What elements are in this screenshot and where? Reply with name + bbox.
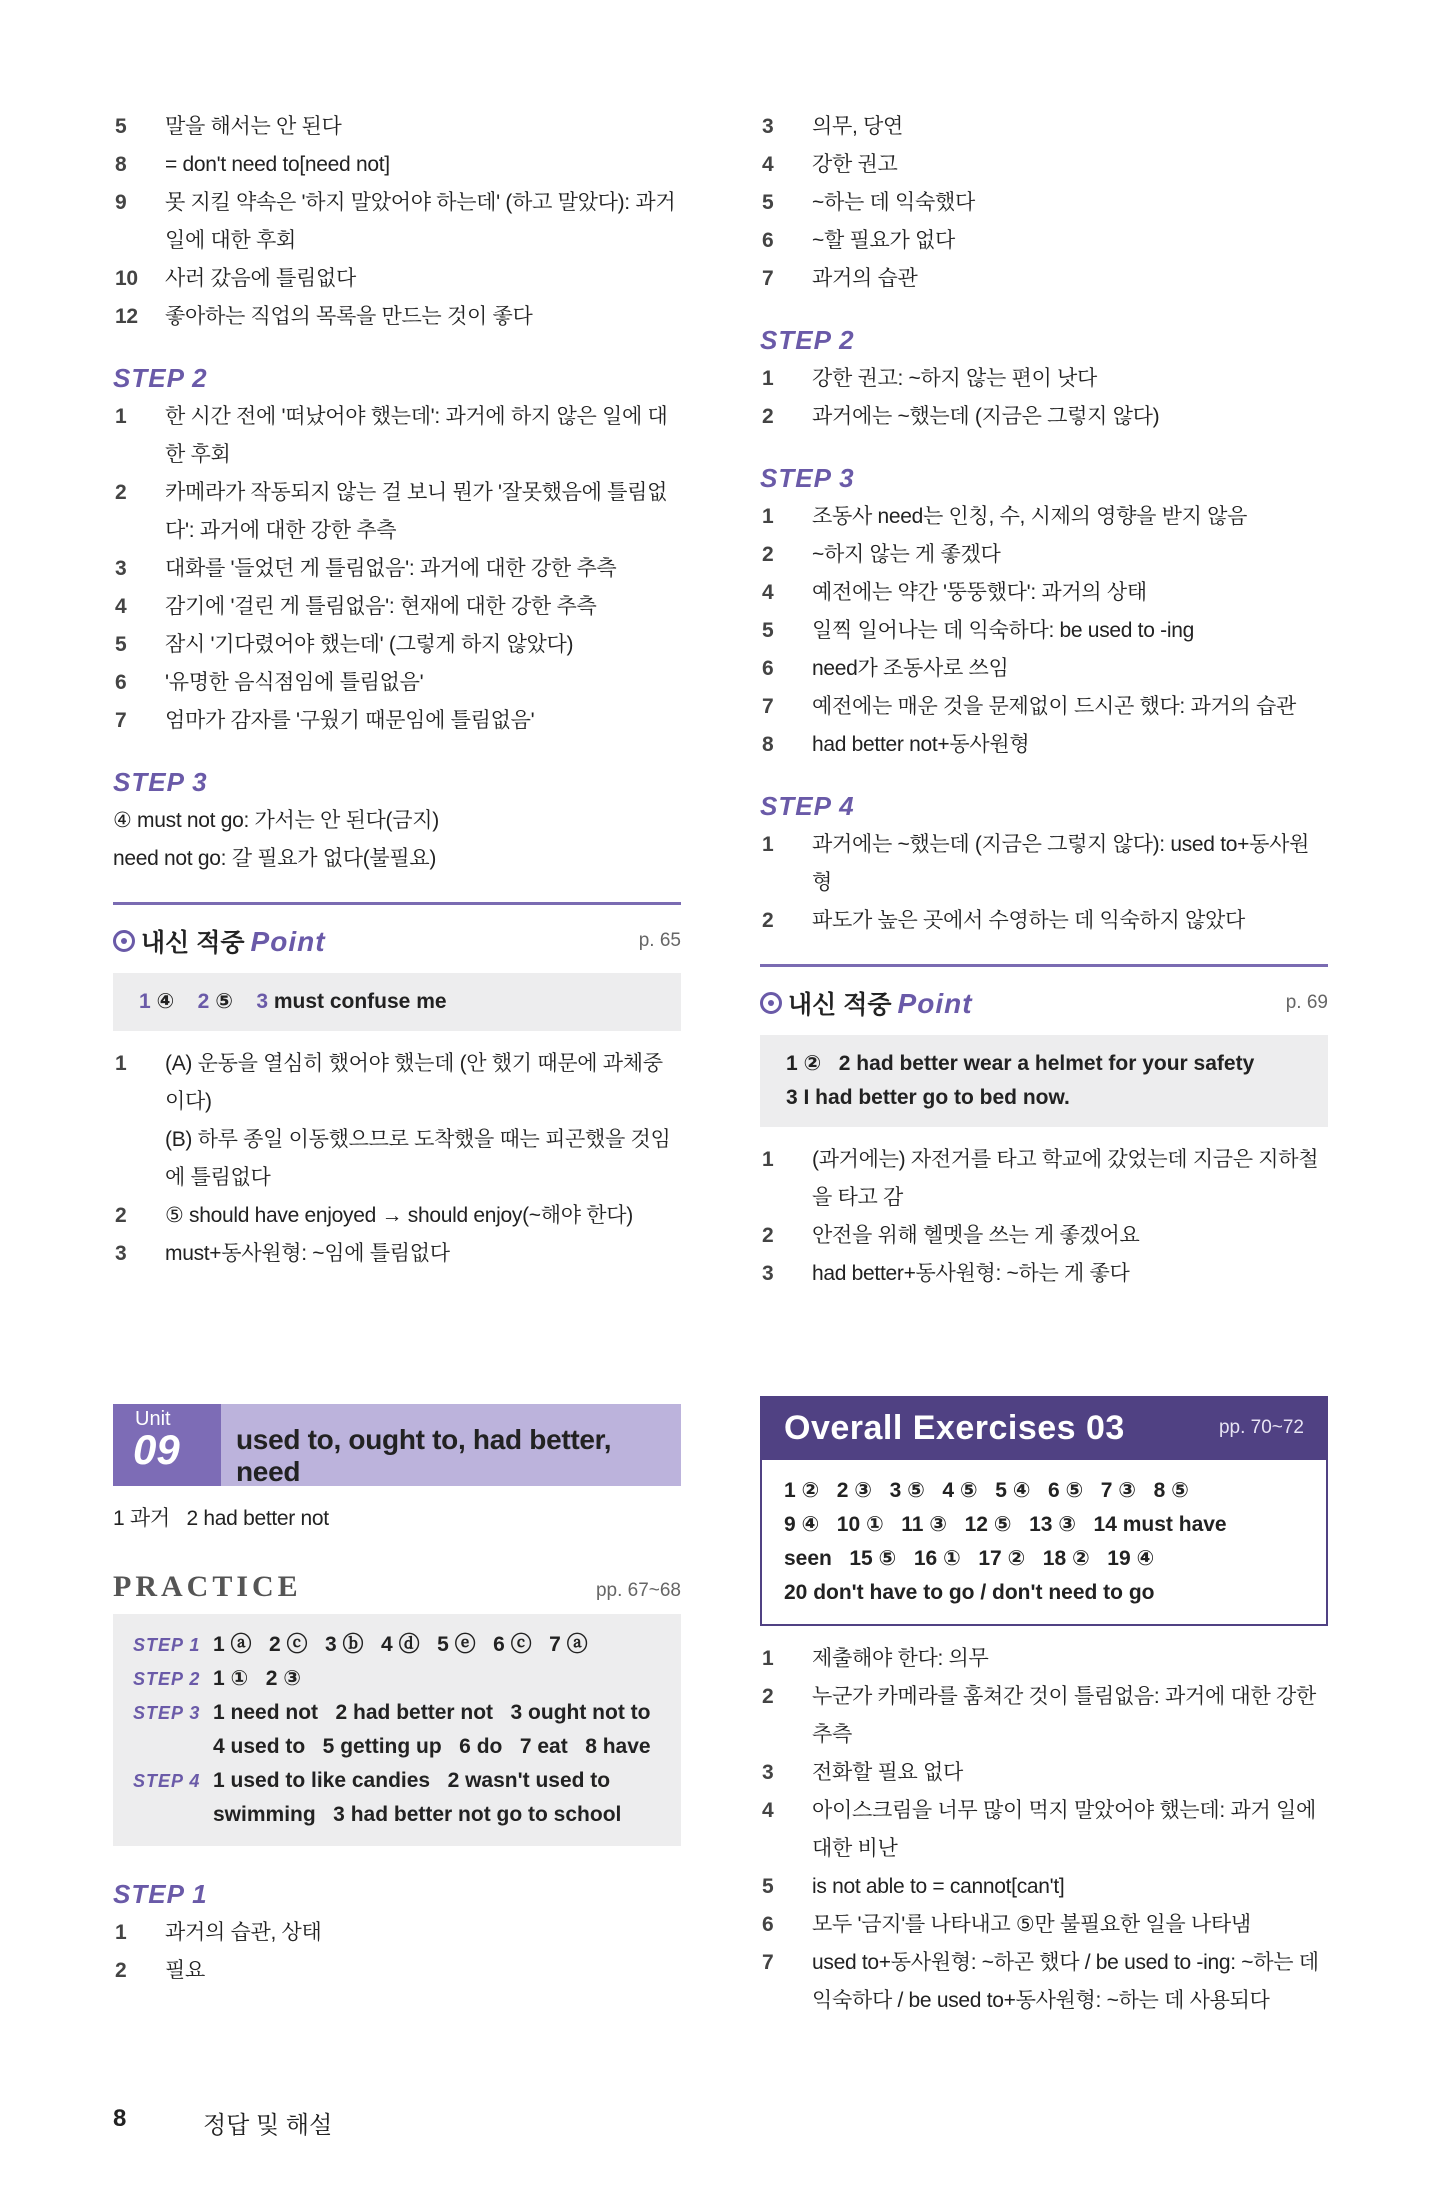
list-item: 3 의무, 당연	[762, 115, 904, 138]
right-top-list	[760, 108, 1328, 298]
practice-header	[113, 1570, 681, 1604]
list-item: 7 엄마가 감자를 '구웠기 때문임에 틀림없음'	[115, 709, 535, 732]
list-item: 2 안전을 위해 헬멧을 쓰는 게 좋겠어요	[762, 1224, 1140, 1247]
list-item: 6 ~할 필요가 없다	[762, 229, 955, 252]
list-item: 8 had better not+동사원형	[762, 733, 1030, 756]
point-title: 내신 적중 Point	[788, 988, 973, 1019]
overall-answers: 1 ② 2 ③ 3 ⑤ 4 ⑤ 5 ④ 6 ⑤ 7 ③ 8 ⑤ 9 ④ 10 ① 11 ③ 12 ⑤ 13 ③ 14 must have seen 15 ⑤ 16 ① 17 ② 18 ② 19 ④ 20 don't have to go / don't need to go	[760, 1460, 1328, 1626]
list-item: 3 대화를 '들었던 게 틀림없음': 과거에 대한 강한 추측	[115, 557, 617, 580]
list-item: 3 must+동사원형: ~임에 틀림없다	[115, 1242, 450, 1265]
list-item: 1 제출해야 한다: 의무	[762, 1647, 989, 1670]
list-item: 1 강한 권고: ~하지 않는 편이 낫다	[762, 367, 1098, 390]
step3-line: ④ must not go: 가서는 안 된다(금지)	[113, 809, 439, 832]
list-item: 3 had better+동사원형: ~하는 게 좋다	[762, 1262, 1130, 1285]
list-item: 1 과거에는 ~했는데 (지금은 그렇지 않다): used to+동사원형	[762, 833, 1310, 894]
list-item: 4 아이스크림을 너무 많이 먹지 말았어야 했는데: 과거 일에 대한 비난	[762, 1799, 1316, 1860]
list-item: 3 전화할 필요 없다	[762, 1761, 963, 1784]
list-item: 4 강한 권고	[762, 153, 898, 176]
page-ref: p. 65	[638, 930, 681, 951]
footer-label: 정답 및 해설	[203, 2112, 333, 2139]
list-item: 2 파도가 높은 곳에서 수영하는 데 익숙하지 않았다	[762, 909, 1245, 932]
list-item: 2 누군가 카메라를 훔쳐간 것이 틀림없음: 과거에 대한 강한 추측	[762, 1685, 1316, 1746]
list-item: 5 ~하는 데 익숙했다	[762, 191, 975, 214]
step4-heading: STEP 4	[760, 791, 855, 821]
right-column	[760, 108, 1328, 1293]
list-item: 5 말을 해서는 안 된다	[115, 115, 342, 138]
list-item: 7 과거의 습관	[762, 267, 918, 290]
list-item: 5 is not able to = cannot[can't]	[762, 1875, 1065, 1898]
list-item: 2 과거에는 ~했는데 (지금은 그렇지 않다)	[762, 405, 1160, 428]
list-item: 8 = don't need to[need not]	[115, 153, 390, 176]
step2-list	[113, 398, 681, 740]
list-item: 9 못 지킬 약속은 '하지 말았어야 하는데' (하고 말았다): 과거 일에 대한 후회	[115, 191, 676, 252]
step3-line: need not go: 갈 필요가 없다(불필요)	[113, 847, 437, 870]
list-item: 6 모두 '금지'를 나타내고 ⑤만 불필요한 일을 나타냄	[762, 1913, 1251, 1936]
practice-box	[113, 1614, 681, 1846]
unit-banner	[113, 1404, 681, 1486]
list-item: 5 잠시 '기다렸어야 했는데' (그렇게 하지 않았다)	[115, 633, 574, 656]
step2-heading: STEP 2	[113, 363, 208, 393]
page-ref: p. 69	[1285, 992, 1328, 1013]
point-header	[760, 964, 1328, 1025]
point-answers: 1 ④ 2 ⑤ 3 must confuse me	[113, 973, 681, 1031]
list-item: 2 ~하지 않는 게 좋겠다	[762, 543, 1001, 566]
point-answers: 1 ② 2 had better wear a helmet for your safety 3 I had better go to bed now.	[760, 1035, 1328, 1127]
step2-heading: STEP 2	[760, 325, 855, 355]
practice-row: STEP 1 1 ⓐ 2 ⓒ 3 ⓑ 4 ⓓ 5 ⓔ 6 ⓒ 7 ⓐ	[133, 1633, 588, 1656]
left-column	[113, 108, 681, 1273]
list-item: 7 예전에는 매운 것을 문제없이 드시곤 했다: 과거의 습관	[762, 695, 1296, 718]
point-header	[113, 902, 681, 963]
page-ref: pp. 70~72	[1218, 1417, 1304, 1438]
left-top-list	[113, 108, 681, 336]
overall-title: Overall Exercises 03	[784, 1408, 1125, 1447]
list-item: 1 (A) 운동을 열심히 했어야 했는데 (안 했기 때문에 과체중이다)	[115, 1052, 663, 1113]
unit-badge: Unit 09	[113, 1404, 221, 1486]
unit-section	[113, 1500, 681, 1990]
step3-heading: STEP 3	[760, 463, 855, 493]
list-item: 2 필요	[115, 1959, 205, 1982]
overall-header	[760, 1396, 1328, 1460]
point-title: 내신 적중 Point	[141, 926, 326, 957]
overall-list	[760, 1640, 1328, 2020]
target-icon	[760, 992, 782, 1014]
list-item: 2 ⑤ should have enjoyed → should enjoy(~해야 한다)	[115, 1204, 633, 1227]
overall-exercises	[760, 1396, 1328, 2020]
unit-answers: 1 과거 2 had better not	[113, 1507, 329, 1530]
page-number: 8	[113, 2105, 127, 2132]
list-item: 12 좋아하는 직업의 목록을 만드는 것이 좋다	[115, 305, 533, 328]
practice-title: PRACTICE	[113, 1570, 302, 1603]
list-item: 7 used to+동사원형: ~하곤 했다 / be used to -ing: ~하는 데 익숙하다 / be used to+동사원형: ~하는 데 사용되다	[762, 1951, 1319, 2012]
page-ref: pp. 67~68	[595, 1580, 681, 1601]
page-footer	[113, 2105, 332, 2140]
list-item: 6 '유명한 음식점임에 틀림없음'	[115, 671, 424, 694]
list-item: 6 need가 조동사로 쓰임	[762, 657, 1009, 680]
list-item: 1 과거의 습관, 상태	[115, 1921, 322, 1944]
practice-row: STEP 2 1 ① 2 ③	[133, 1667, 302, 1690]
step1-heading: STEP 1	[113, 1879, 208, 1909]
step3-heading: STEP 3	[113, 767, 208, 797]
list-item: 1 한 시간 전에 '떠났어야 했는데': 과거에 하지 않은 일에 대한 후회	[115, 405, 668, 466]
point-list	[113, 1045, 681, 1273]
list-item: 2 카메라가 작동되지 않는 걸 보니 뭔가 '잘못했음에 틀림없다': 과거에 대한 강한 추측	[115, 481, 668, 542]
list-item: 1 조동사 need는 인칭, 수, 시제의 영향을 받지 않음	[762, 505, 1248, 528]
list-item: 5 일찍 일어나는 데 익숙하다: be used to -ing	[762, 619, 1194, 642]
target-icon	[113, 930, 135, 952]
list-item: (B) 하루 종일 이동했으므로 도착했을 때는 피곤했을 것임에 틀림없다	[165, 1128, 671, 1189]
list-item: 10 사러 갔음에 틀림없다	[115, 267, 356, 290]
list-item: 4 감기에 '걸린 게 틀림없음': 현재에 대한 강한 추측	[115, 595, 597, 618]
list-item: 1 (과거에는) 자전거를 타고 학교에 갔었는데 지금은 지하철을 타고 감	[762, 1148, 1319, 1209]
practice-row: STEP 3 1 need not 2 had better not 3 ought not to 4 used to 5 getting up 6 do 7 eat 8 have	[133, 1701, 668, 1758]
practice-row: STEP 4 1 used to like candies 2 wasn't used to swimming 3 had better not go to school	[133, 1769, 622, 1826]
unit-title: used to, ought to, had better, need	[236, 1424, 612, 1487]
list-item: 4 예전에는 약간 '뚱뚱했다': 과거의 상태	[762, 581, 1147, 604]
